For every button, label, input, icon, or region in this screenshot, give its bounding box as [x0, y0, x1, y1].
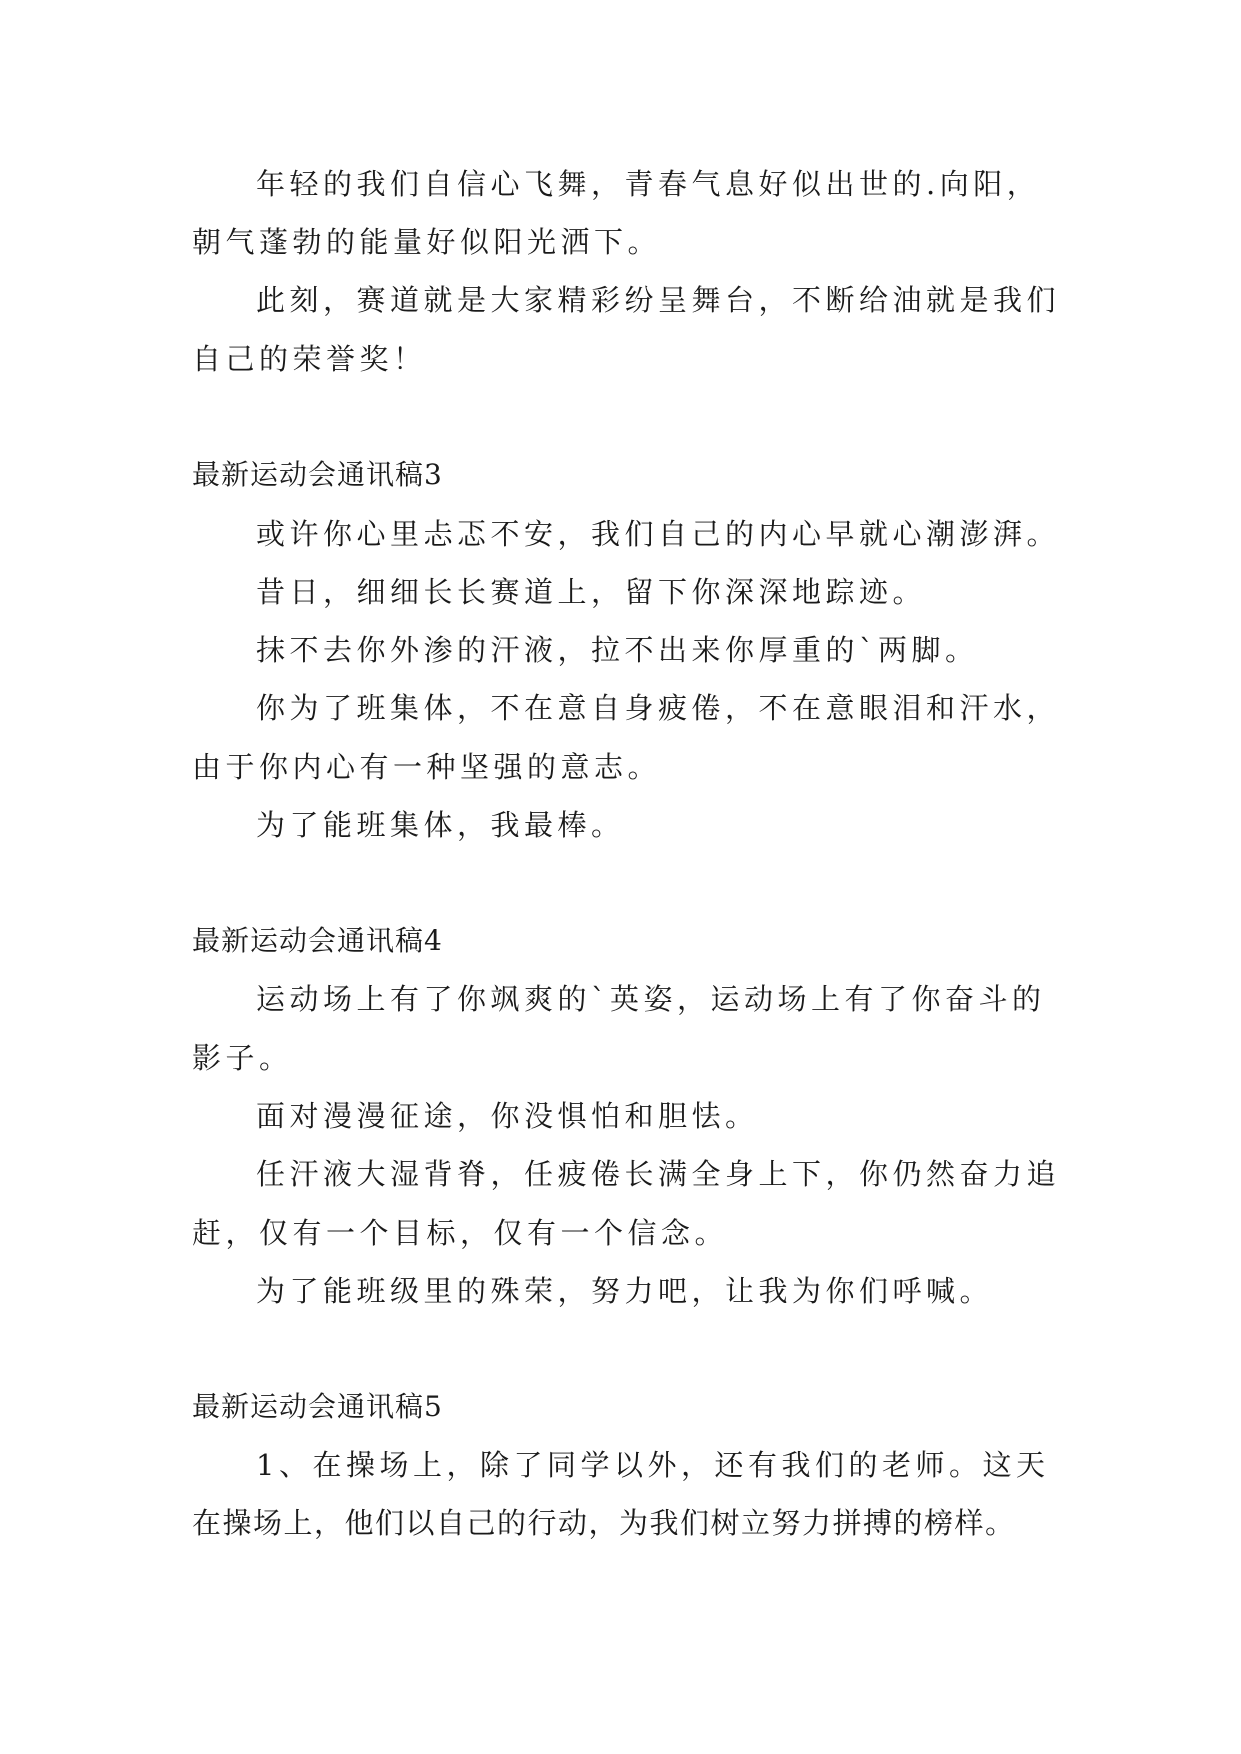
- section-heading: 最新运动会通讯稿3: [192, 458, 443, 491]
- paragraph-line: 朝气蓬勃的能量好似阳光洒下。: [192, 225, 662, 259]
- paragraph-line: 为了能班级里的殊荣，努力吧，让我为你们呼喊。: [256, 1274, 994, 1308]
- paragraph-line: 运动场上有了你飒爽的`英姿，运动场上有了你奋斗的: [256, 982, 1046, 1016]
- paragraph-line: 任汗液大湿背脊，任疲倦长满全身上下，你仍然奋力追: [256, 1157, 1061, 1191]
- section-heading: 最新运动会通讯稿4: [192, 924, 443, 957]
- section-heading: 最新运动会通讯稿5: [192, 1390, 443, 1423]
- paragraph-line: 面对漫漫征途，你没惧怕和胆怯。: [256, 1099, 759, 1133]
- paragraph-line: 年轻的我们自信心飞舞，青春气息好似出世的.向阳，: [256, 167, 1041, 201]
- paragraph-line: 此刻，赛道就是大家精彩纷呈舞台，不断给油就是我们: [256, 283, 1061, 317]
- paragraph-line: 1、在操场上，除了同学以外，还有我们的老师。这天: [256, 1448, 1050, 1482]
- paragraph-line: 抹不去你外渗的汗液，拉不出来你厚重的`两脚。: [256, 633, 979, 667]
- paragraph-line: 在操场上，他们以自己的行动，为我们树立努力拼搏的榜样。: [192, 1506, 1016, 1540]
- paragraph-line: 赶，仅有一个目标，仅有一个信念。: [192, 1216, 729, 1250]
- paragraph-line: 或许你心里忐忑不安，我们自己的内心早就心潮澎湃。: [256, 517, 1061, 551]
- paragraph-line: 影子。: [192, 1041, 293, 1075]
- paragraph-line: 你为了班集体，不在意自身疲倦，不在意眼泪和汗水，: [256, 691, 1061, 725]
- paragraph-line: 昔日，细细长长赛道上，留下你深深地踪迹。: [256, 575, 927, 609]
- paragraph-line: 自己的荣誉奖！: [192, 342, 427, 376]
- paragraph-line: 为了能班集体，我最棒。: [256, 808, 625, 842]
- paragraph-line: 由于你内心有一种坚强的意志。: [192, 750, 662, 784]
